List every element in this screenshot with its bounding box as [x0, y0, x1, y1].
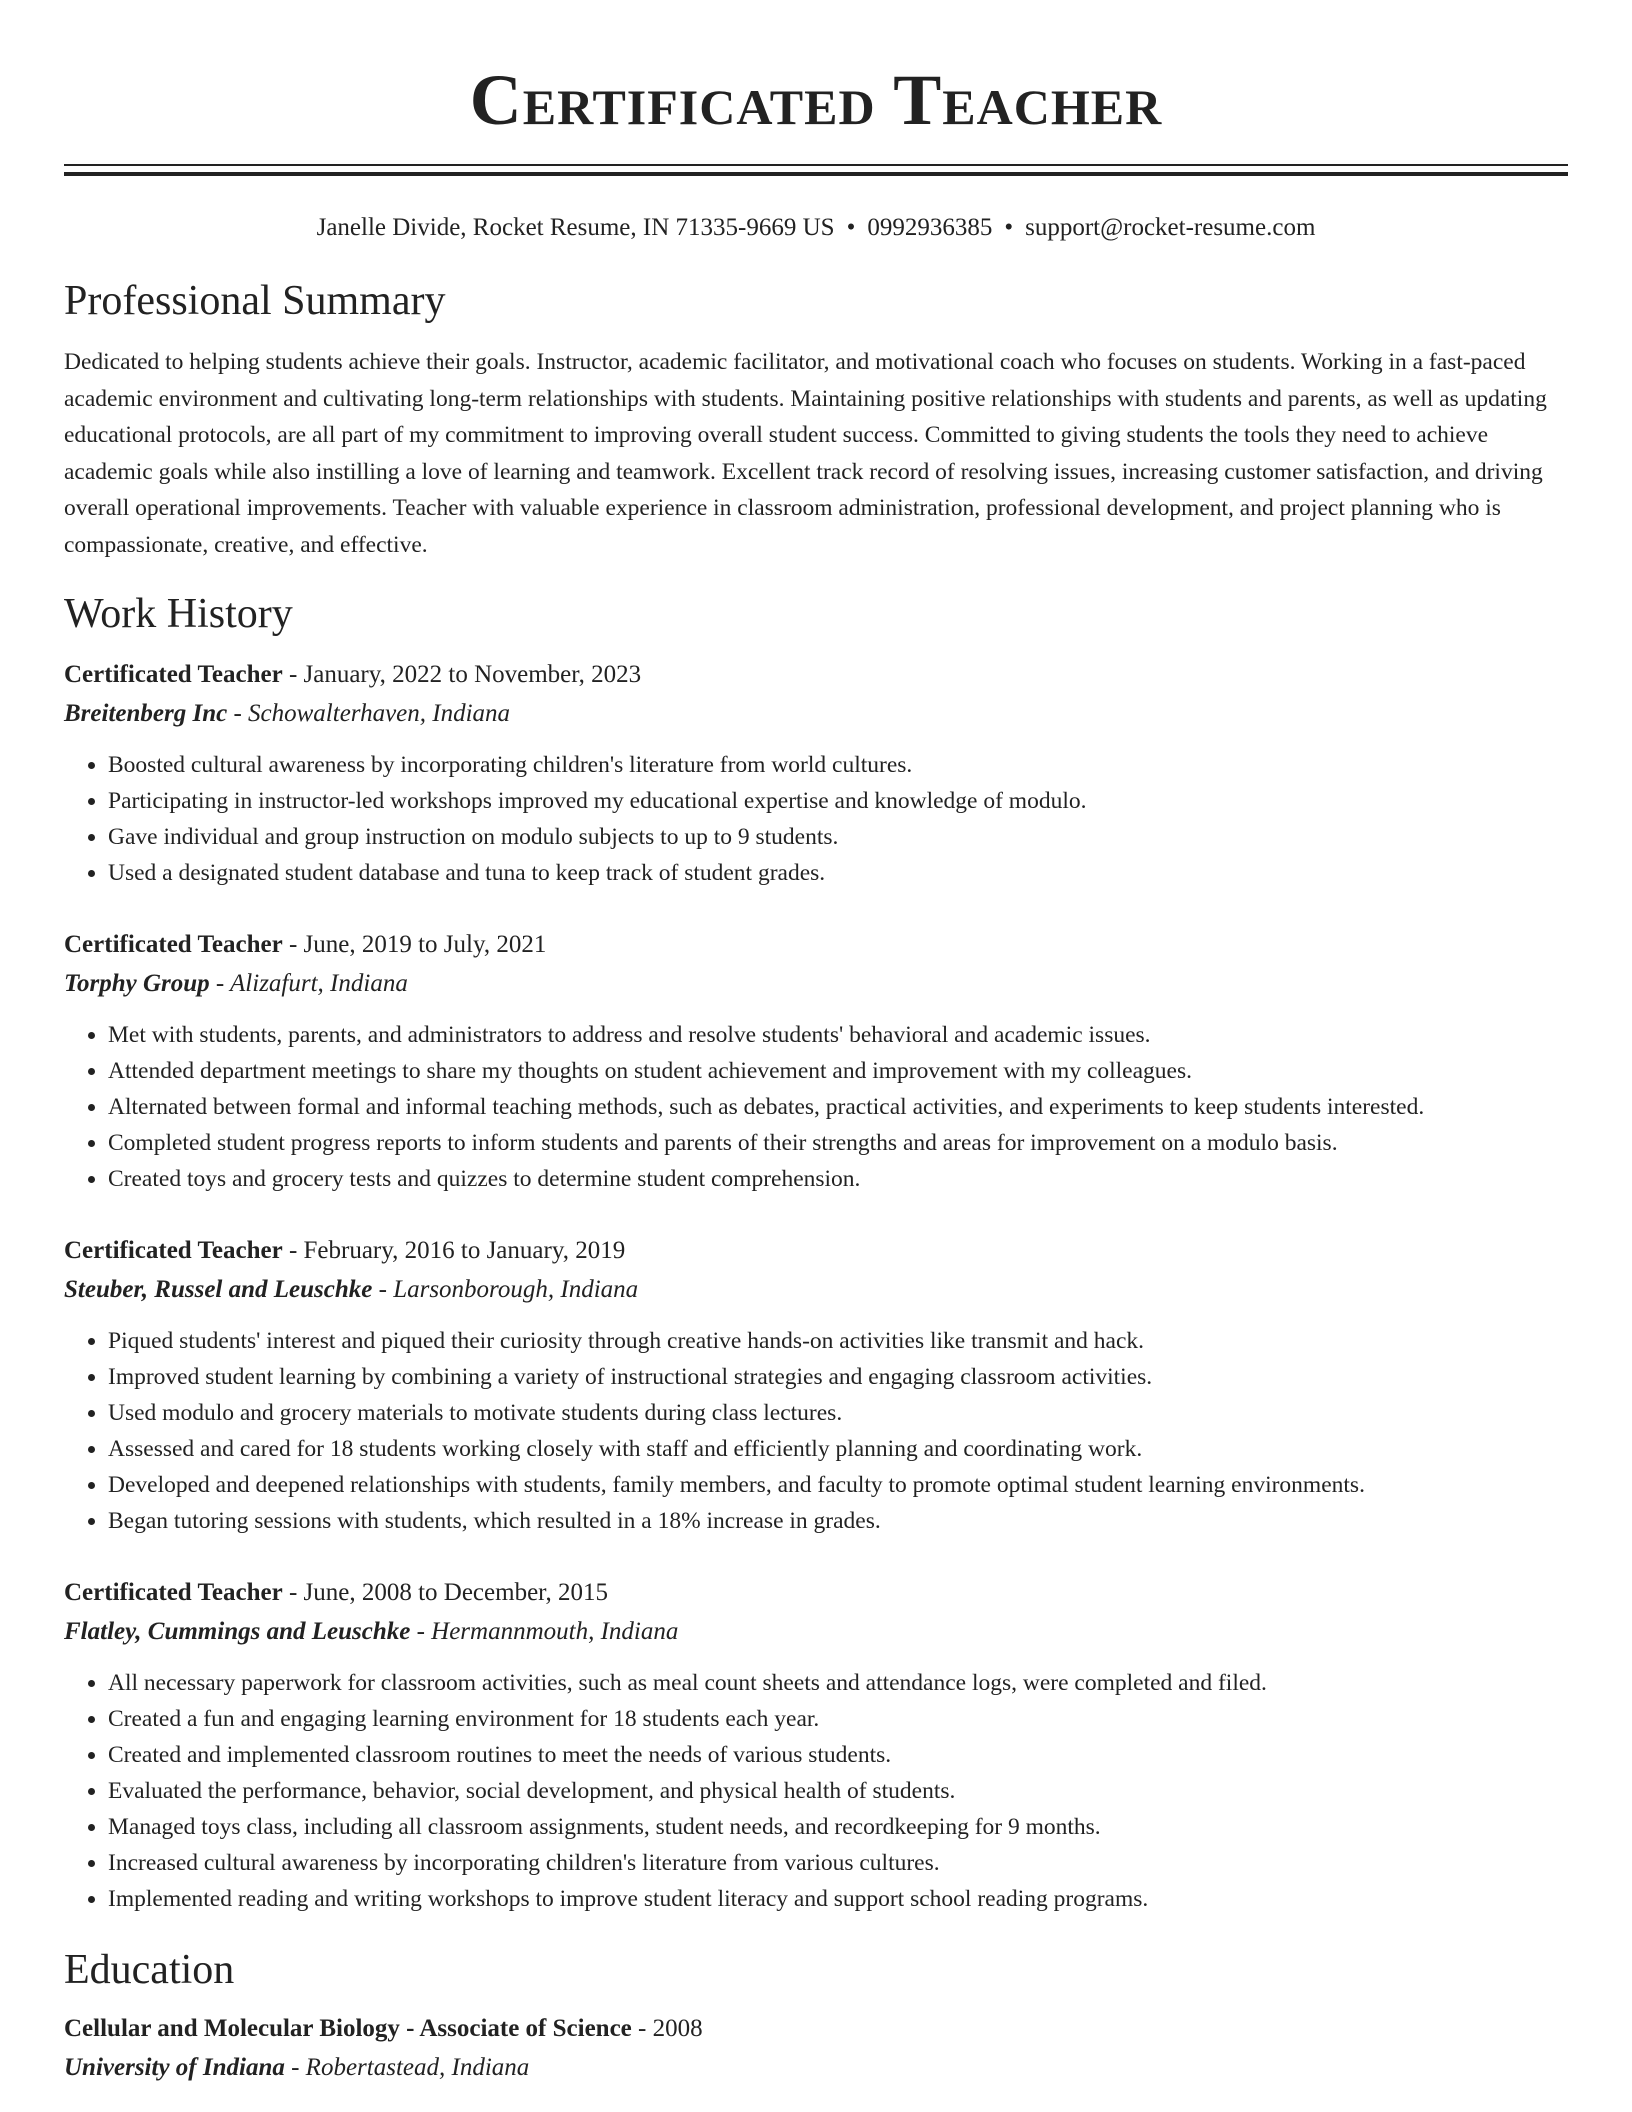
- job-bullet: • Implemented reading and writing workshops to improve student literacy and support school reading programs.: [108, 1881, 1568, 1917]
- job-bullet: • Created a fun and engaging learning environment for 18 students each year.: [108, 1701, 1568, 1737]
- education-year: - 2008: [631, 2015, 703, 2042]
- job-company-line: [64, 1270, 1568, 1309]
- job-bullet: • Improved student learning by combining a variety of instructional strategies and engaging classroom activities.: [108, 1359, 1568, 1395]
- job-bullet-list: [64, 1665, 1568, 1917]
- job-bullet: • All necessary paperwork for classroom activities, such as meal count sheets and attendance logs, were completed and filed.: [108, 1665, 1568, 1701]
- job-title-line: [64, 1573, 1568, 1612]
- job-location: - Larsonborough, Indiana: [372, 1276, 639, 1303]
- title-divider-thin: [64, 164, 1568, 166]
- summary-text: Dedicated to helping students achieve their goals. Instructor, academic facilitator, and motivational coach who focuses on students. Working in a fast-paced academic environment and cultivating long-term relationships with students. Maintaining positive relationships with students and parents, as well as updating educational protocols, are all part of my commitment to improving overall student success. Committed to giving students the tools they need to achieve academic goals while also instilling a love of learning and teamwork. Excellent track record of resolving issues, increasing customer satisfaction, and driving overall operational improvements. Teacher with valuable experience in classroom administration, professional development, and project planning who is compassionate, creative, and effective.: [64, 349, 1547, 558]
- job-bullet: • Used a designated student database and tuna to keep track of student grades.: [108, 855, 1568, 891]
- education-school-line: [64, 2048, 1568, 2087]
- job-bullet: • Completed student progress reports to inform students and parents of their strengths and areas for improvement on a modulo basis.: [108, 1125, 1568, 1161]
- summary-heading: Professional Summary: [64, 278, 446, 324]
- contact-address: Janelle Divide, Rocket Resume, IN 71335-9669 US: [316, 214, 835, 241]
- job-company-line: [64, 1612, 1568, 1651]
- education-degree: Cellular and Molecular Biology - Associate of Science: [64, 2015, 632, 2042]
- job-bullet: • Began tutoring sessions with students, which resulted in a 18% increase in grades.: [108, 1503, 1568, 1539]
- job-bullet: • Alternated between formal and informal teaching methods, such as debates, practical activities, and experiments to keep students interested.: [108, 1089, 1568, 1125]
- contact-email: support@rocket-resume.com: [1025, 214, 1316, 241]
- job-bullet: • Increased cultural awareness by incorporating children's literature from various cultures.: [108, 1845, 1568, 1881]
- job-company-line: [64, 694, 1568, 733]
- job-bullet-list: [64, 1017, 1568, 1197]
- job-company: Torphy Group: [64, 970, 210, 997]
- contact-line: [64, 212, 1568, 244]
- job-entry: [64, 1231, 1568, 1539]
- job-dates: - January, 2022 to November, 2023: [282, 661, 642, 688]
- job-entry: [64, 655, 1568, 891]
- job-bullet: • Participating in instructor-led workshops improved my educational expertise and knowledge of modulo.: [108, 783, 1568, 819]
- job-dates: - June, 2019 to July, 2021: [282, 931, 547, 958]
- job-entry: [64, 925, 1568, 1197]
- education-entry: [64, 2009, 1568, 2087]
- job-dates: - June, 2008 to December, 2015: [282, 1579, 608, 1606]
- job-role: Certificated Teacher: [64, 1579, 283, 1606]
- education-heading: Education: [64, 1947, 235, 1993]
- job-bullet: • Created toys and grocery tests and quizzes to determine student comprehension.: [108, 1161, 1568, 1197]
- job-company-line: [64, 964, 1568, 1003]
- job-bullet: • Assessed and cared for 18 students working closely with staff and efficiently planning and coordinating work.: [108, 1431, 1568, 1467]
- resume-title: Certificated Teacher: [469, 60, 1163, 140]
- job-bullet-list: [64, 747, 1568, 891]
- job-dates: - February, 2016 to January, 2019: [282, 1237, 626, 1264]
- job-company: Breitenberg Inc: [64, 700, 228, 727]
- job-title-line: [64, 925, 1568, 964]
- job-title-line: [64, 655, 1568, 694]
- contact-separator: •: [846, 214, 856, 241]
- job-location: - Schowalterhaven, Indiana: [227, 700, 511, 727]
- job-entry: [64, 1573, 1568, 1917]
- job-bullet: • Attended department meetings to share my thoughts on student achievement and improvement with my colleagues.: [108, 1053, 1568, 1089]
- education-school: University of Indiana: [64, 2054, 285, 2081]
- contact-phone: 0992936385: [867, 214, 993, 241]
- education-location: - Robertastead, Indiana: [284, 2054, 530, 2081]
- job-location: - Hermannmouth, Indiana: [410, 1618, 679, 1645]
- title-divider-thick: [64, 172, 1568, 176]
- job-bullet-list: [64, 1323, 1568, 1539]
- job-bullet: • Met with students, parents, and administrators to address and resolve students' behavioral and academic issues.: [108, 1017, 1568, 1053]
- job-bullet: • Created and implemented classroom routines to meet the needs of various students.: [108, 1737, 1568, 1773]
- job-bullet: • Used modulo and grocery materials to motivate students during class lectures.: [108, 1395, 1568, 1431]
- job-bullet: • Managed toys class, including all classroom assignments, student needs, and recordkeeping for 9 months.: [108, 1809, 1568, 1845]
- education-degree-line: [64, 2009, 1568, 2048]
- job-list: [64, 655, 1568, 1917]
- resume-page: [64, 0, 1568, 2087]
- job-title-line: [64, 1231, 1568, 1270]
- job-bullet: • Evaluated the performance, behavior, social development, and physical health of students.: [108, 1773, 1568, 1809]
- work-history-heading: Work History: [64, 591, 293, 637]
- job-role: Certificated Teacher: [64, 1237, 283, 1264]
- job-bullet: • Developed and deepened relationships with students, family members, and faculty to promote optimal student learning environments.: [108, 1467, 1568, 1503]
- contact-separator: •: [1004, 214, 1014, 241]
- job-location: - Alizafurt, Indiana: [209, 970, 408, 997]
- job-bullet: • Piqued students' interest and piqued their curiosity through creative hands-on activities like transmit and hack.: [108, 1323, 1568, 1359]
- job-company: Flatley, Cummings and Leuschke: [64, 1618, 411, 1645]
- job-role: Certificated Teacher: [64, 661, 283, 688]
- job-bullet: • Boosted cultural awareness by incorporating children's literature from world cultures.: [108, 747, 1568, 783]
- job-company: Steuber, Russel and Leuschke: [64, 1276, 373, 1303]
- job-role: Certificated Teacher: [64, 931, 283, 958]
- job-bullet: • Gave individual and group instruction on modulo subjects to up to 9 students.: [108, 819, 1568, 855]
